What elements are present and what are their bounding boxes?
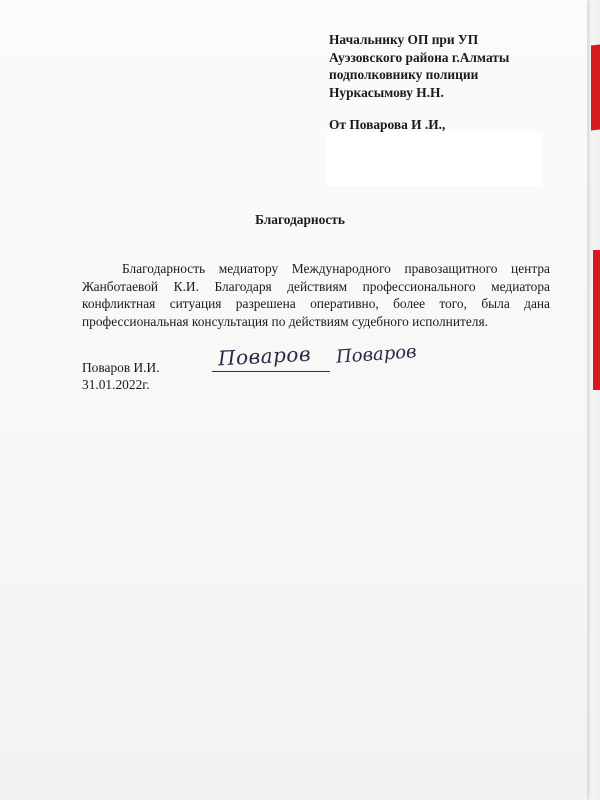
signer-name: Поваров И.И. <box>82 360 160 375</box>
red-folder-edge-middle <box>593 250 600 390</box>
sender-label: От Поварова И .И., <box>329 117 446 132</box>
addressee-line: подполковнику полиции <box>329 67 479 82</box>
handwritten-name: Поваров <box>335 341 418 368</box>
handwritten-signature: Поваров <box>217 341 312 371</box>
letter-body: Благодарность медиатору Международного правозащитного центра Жанботаевой К.И. Благодаря действиям профессионального медиатора конфликтная ситуация разрешена оперативно, более того, была дана профессиональная консультация по действиям судебного исполнителя. <box>82 261 550 329</box>
signature-line <box>212 371 330 372</box>
red-folder-edge-top <box>591 45 600 131</box>
addressee-line: Начальнику ОП при УП <box>329 32 479 47</box>
signature-block <box>82 359 160 393</box>
addressee-line: Нуркасымову Н.Н. <box>329 84 444 100</box>
redacted-area <box>326 132 542 186</box>
addressee-block <box>329 31 579 101</box>
signature-date: 31.01.2022г. <box>82 377 150 392</box>
addressee-line: Ауэзовского района г.Алматы <box>329 49 510 65</box>
document-title: Благодарность <box>255 212 345 227</box>
